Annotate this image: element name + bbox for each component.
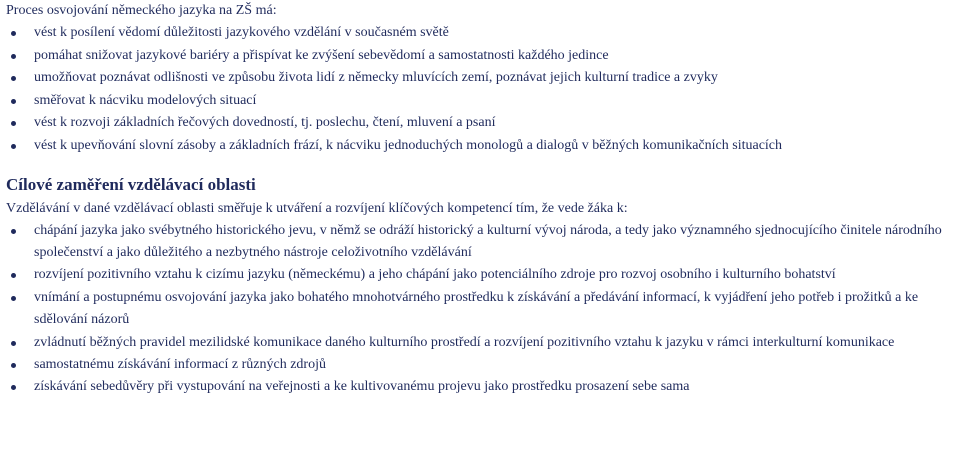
list-item-text: vést k rozvoji základních řečových dovedností, tj. poslechu, čtení, mluvení a psaní (34, 115, 496, 131)
list-item-text: získávání sebedůvěry při vystupování na veřejnosti a ke kultivovanému projevu jako prostředku prosazení sebe sama (34, 379, 690, 395)
bullet-icon (11, 363, 16, 368)
bullet-icon (11, 31, 16, 36)
intro-text: Proces osvojování německého jazyka na ZŠ má: (6, 3, 277, 18)
list-item (6, 112, 953, 135)
bullet-icon (11, 229, 16, 234)
section-heading: Cílové zaměření vzdělávací oblasti (6, 174, 256, 194)
list-item-text: vnímání a postupnému osvojování jazyka jako bohatého mnohotvárného prostředku k získávání a předávání informací, k vyjádření jeho potřeb i prožitků a ke sdělování názorů (34, 289, 919, 328)
list-item (6, 45, 953, 68)
list-item (6, 22, 953, 45)
list-item (6, 376, 953, 398)
bullet-icon (11, 121, 16, 126)
list-item-text: směřovat k nácviku modelových situací (34, 92, 257, 108)
bullet-icon (11, 273, 16, 278)
bullet-icon (11, 76, 16, 81)
list-item-text: vést k upevňování slovní zásoby a základních frází, k nácviku jednoduchých monologů a dialogů v běžných komunikačních situacích (34, 137, 783, 153)
list-item (6, 90, 953, 113)
list-item (6, 264, 953, 286)
list-item-text: chápání jazyka jako svébytného historického jevu, v němž se odráží historický a kulturní vývoj národa, a tedy jako významného sjednocujícího činitele národního společenství a jako důležitého a nezbytného nástroje celoživotního vzdělávání (34, 222, 942, 260)
section-lead: Vzdělávání v dané vzdělávací oblasti směřuje k utváření a rozvíjení klíčových kompetencí tím, že vede žáka k: (6, 200, 628, 216)
list-item-text: vést k posílení vědomí důležitosti jazykového vzdělání v současném světě (34, 25, 449, 40)
bullet-icon (11, 99, 16, 104)
list-item (6, 67, 953, 90)
bullet-icon (11, 144, 16, 149)
list-item (6, 287, 953, 332)
bullet-icon (11, 296, 16, 301)
bullet-icon (11, 385, 16, 390)
list-item (6, 220, 953, 265)
list-item-text: pomáhat snižovat jazykové bariéry a přispívat ke zvýšení sebevědomí a samostatnosti každého jedince (34, 47, 609, 63)
list-item (6, 135, 953, 158)
bullet-icon (11, 54, 16, 59)
list-item (6, 332, 953, 354)
list-item (6, 354, 953, 376)
list-item-text: umožňovat poznávat odlišnosti ve způsobu života lidí z německy mluvících zemí, poznávat jejich kulturní tradice a zvyky (34, 70, 718, 86)
competence-list (6, 220, 953, 399)
list-item-text: zvládnutí běžných pravidel mezilidské komunikace daného kulturního prostředí a rozvíjení pozitivního vztahu k jazyku v rámci interkulturní komunikace (34, 334, 895, 350)
list-item-text: rozvíjení pozitivního vztahu k cizímu jazyku (německému) a jeho chápání jako potenciálního zdroje pro rozvoj osobního i kulturního bohatství (34, 267, 836, 283)
goals-list (6, 22, 953, 158)
list-item-text: samostatnému získávání informací z různých zdrojů (34, 357, 326, 372)
bullet-icon (11, 341, 16, 346)
